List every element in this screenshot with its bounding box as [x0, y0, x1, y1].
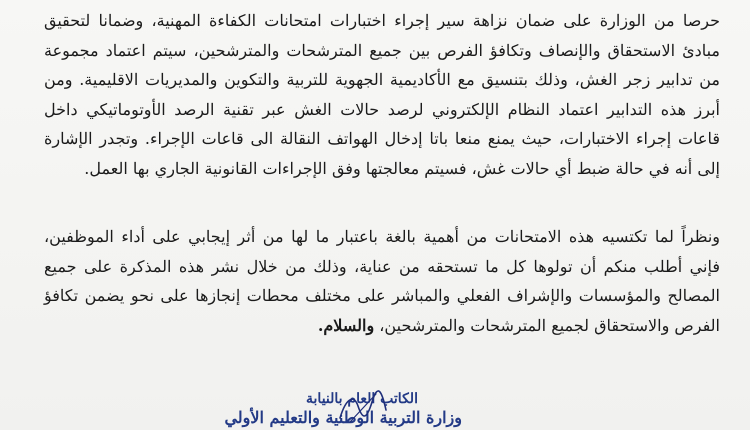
closing-salutation: والسلام.: [317, 315, 375, 335]
signatory-title: الكاتب العام بالنيابة: [306, 391, 418, 407]
handwritten-signature: [332, 388, 392, 428]
signature-block: [224, 390, 462, 430]
paragraph-2-last-line: [44, 311, 720, 341]
paragraph-2-line: فإني أطلب منكم أن تولوها كل ما تستحقه من عناية، وذلك من خلال نشر هذه المذكرة على جميع: [44, 256, 720, 276]
paragraph-1-line: مبادئ الاستحقاق والإنصاف وتكافؤ الفرص بين جميع المترشحات والمترشحين، سيتم اعتماد مجموعة: [44, 40, 720, 60]
paragraph-1-line: أبرز هذه التدابير اعتماد النظام الإلكتروني لرصد حالات الغش عبر تقنية الرصد الأوتوماتيكي داخل: [44, 99, 720, 119]
paragraph-1-line: إلى أنه في حالة ضبط أي حالات غش، فسيتم معالجتها وفق الإجراءات القانونية الجاري بها العمل.: [84, 158, 720, 178]
paragraph-1-line: قاعات إجراء الاختبارات، حيث يمنع منعا باتا إدخال الهواتف النقالة الى قاعات الإجراء. وتجدر الإشارة: [44, 129, 720, 148]
paragraph-2-line: ونظراً لما تكتسيه هذه الامتحانات من أهمية بالغة باعتبار ما لها من أثر إيجابي على أداء الموظفين،: [44, 227, 720, 246]
paragraph-2-last-line-text: الفرص والاستحقاق لجميع المترشحات والمترشحين،: [379, 315, 720, 335]
paragraph-2-line: المصالح والمؤسسات والإشراف الفعلي والمباشر على مختلف محطات إنجازها على نحو يضمن تكافؤ: [44, 286, 720, 305]
paragraph-1-line: من تدابير زجر الغش، وذلك بتنسيق مع الأكاديمية الجهوية للتربية والتكوين والمديريات الاقليمية. ومن: [44, 70, 720, 89]
paragraph-1: [44, 6, 720, 183]
ministry-name: وزارة التربية الوطنية والتعليم الأولي: [224, 408, 462, 427]
paragraph-1-line: حرصا من الوزارة على ضمان نزاهة سير إجراء اختبارات امتحانات الكفاءة المهنية، وضمانا لتحقيق: [44, 11, 721, 30]
paragraph-2: [44, 222, 720, 340]
